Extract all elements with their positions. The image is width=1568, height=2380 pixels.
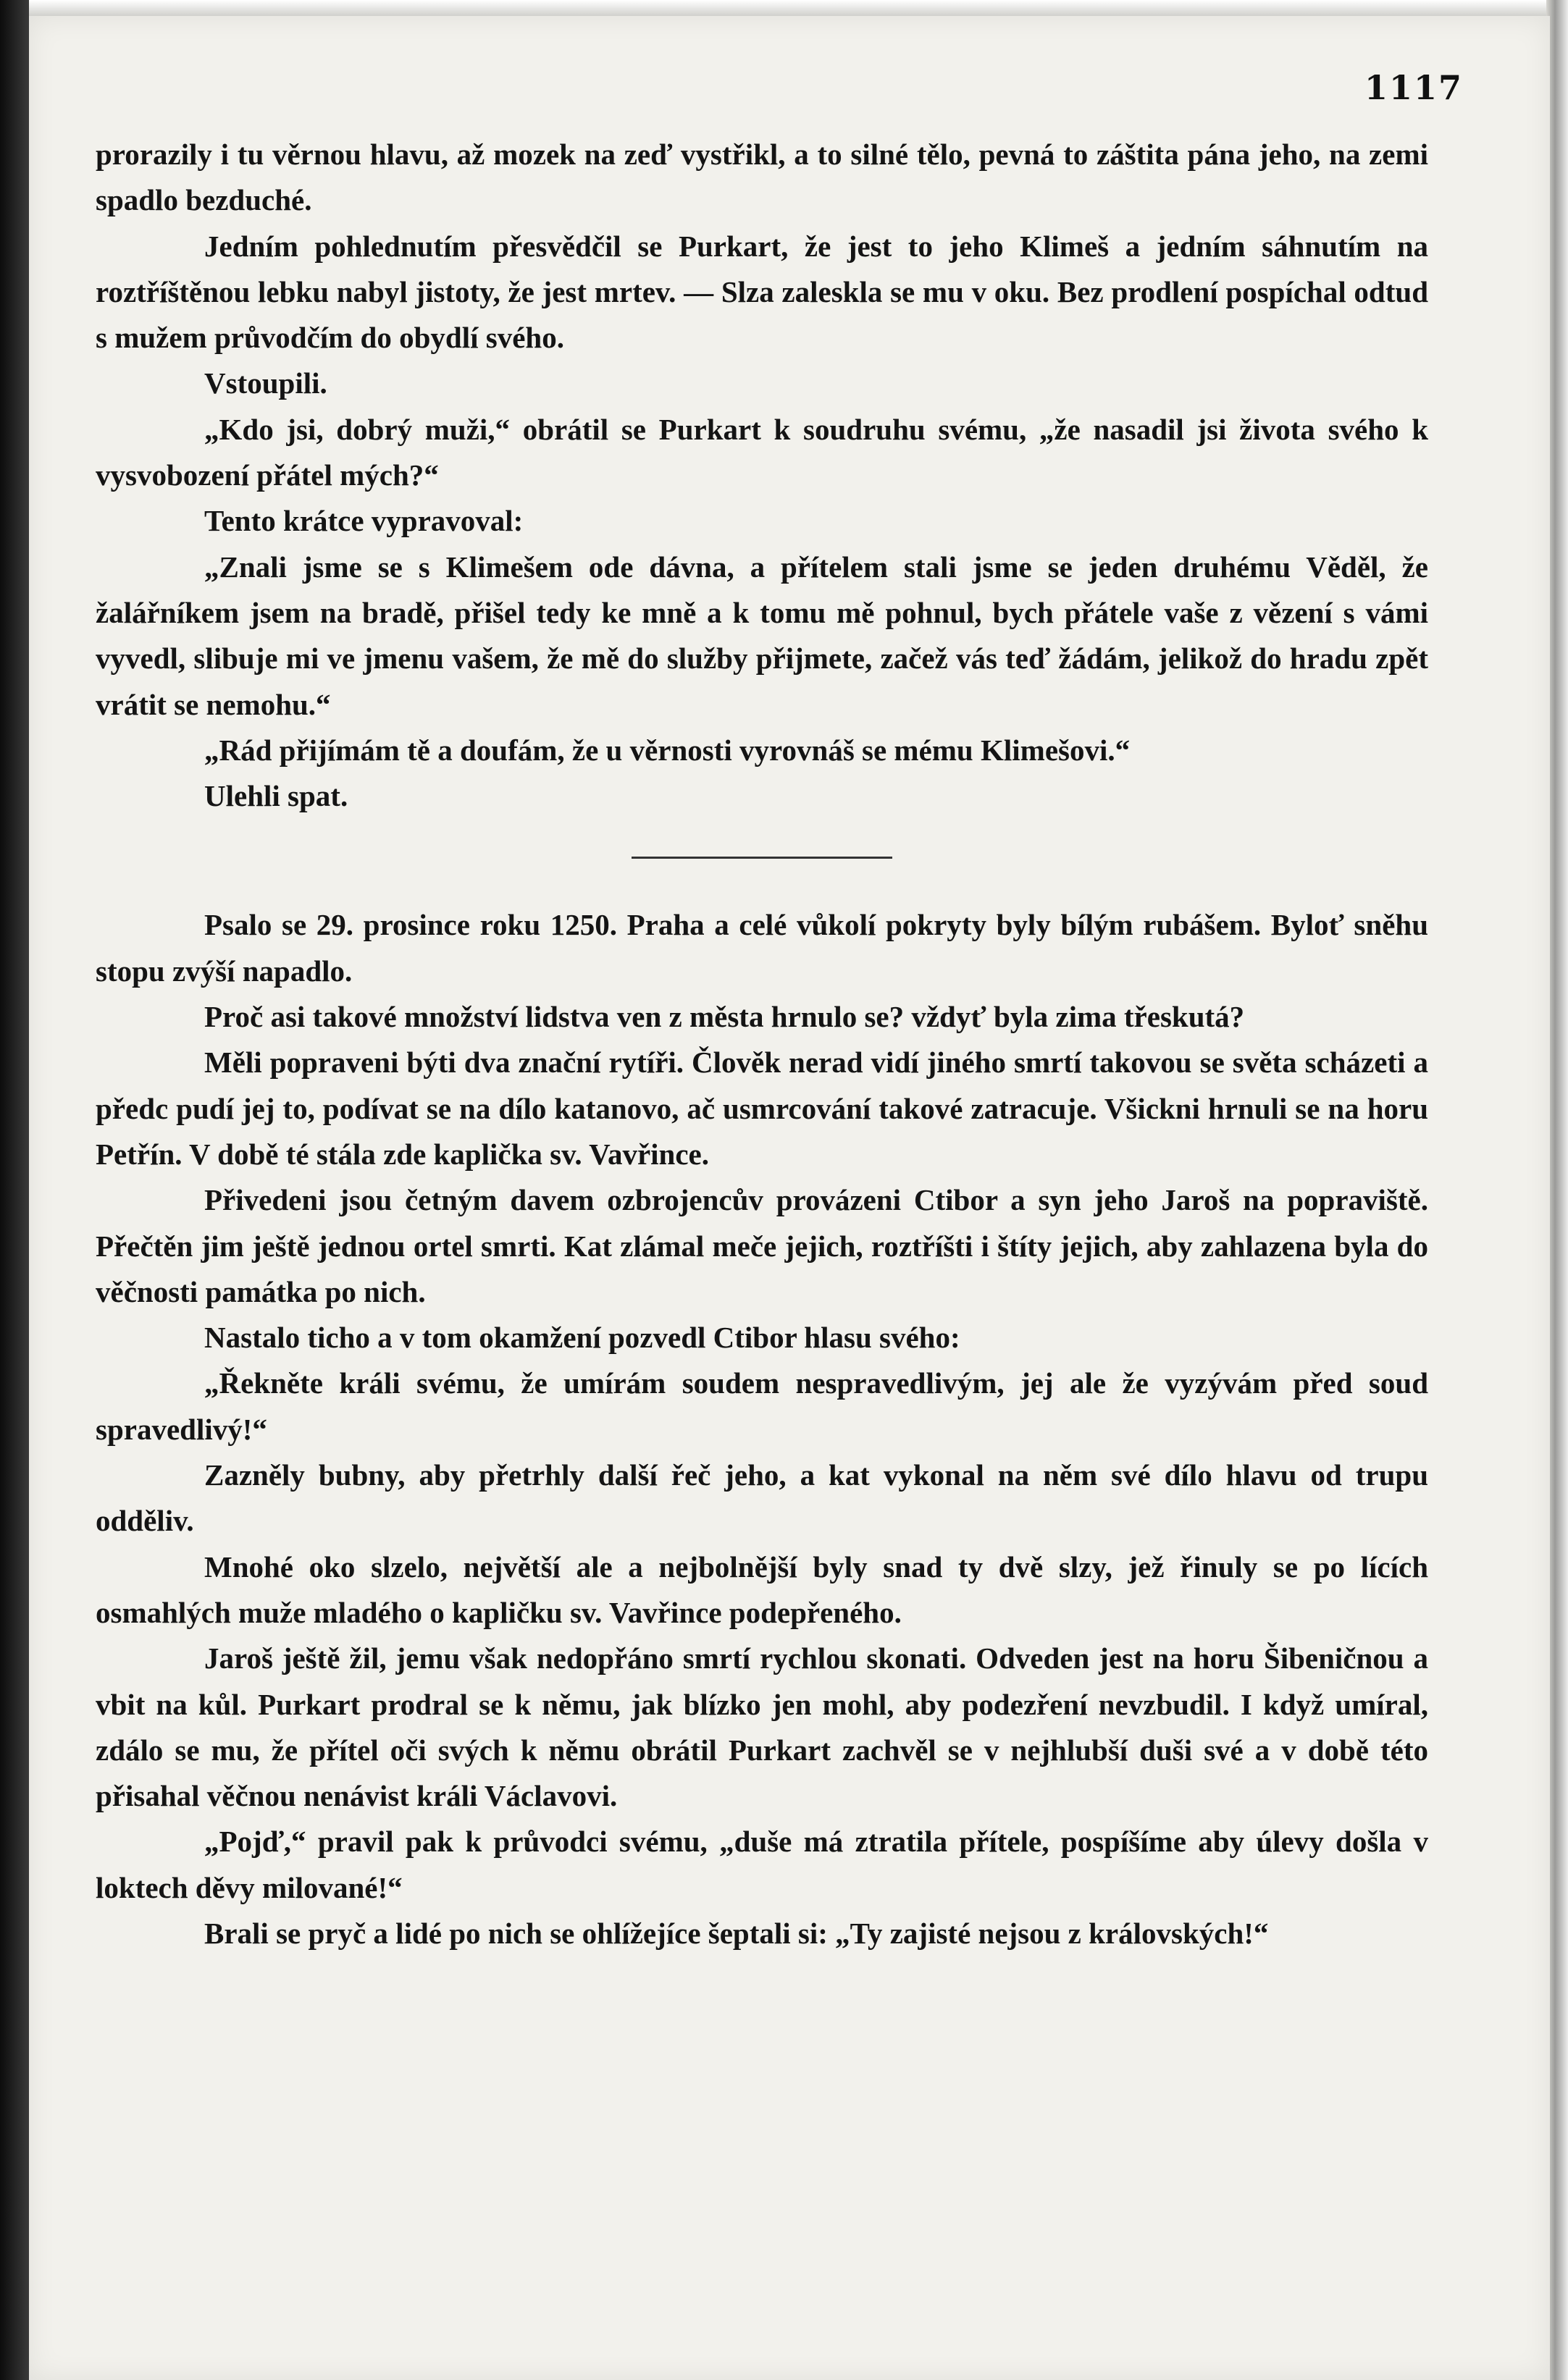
paragraph: Tento krátce vypravoval: xyxy=(204,504,524,538)
paragraph: Brali se pryč a lidé po nich se ohlížejíce šeptali si: „Ty zajisté nejsou z královských!“ xyxy=(204,1916,1269,1950)
paragraph: Proč asi takové množství lidstva ven z města hrnulo se? vždyť byla zima třeskutá? xyxy=(204,1000,1245,1034)
section-divider xyxy=(632,857,892,859)
paragraph: „Řekněte králi svému, že umírám soudem nespravedlivým, jej ale že vyzývám před soud spravedlivý!“ xyxy=(96,1366,1428,1446)
paragraph: Zazněly bubny, aby přetrhly další řeč jeho, a kat vykonal na něm své dílo hlavu od trupu odděliv. xyxy=(96,1458,1428,1538)
paragraph: Ulehli spat. xyxy=(204,779,348,813)
paragraph: „Rád přijímám tě a doufám, že u věrnosti vyrovnáš se mému Klimešovi.“ xyxy=(204,733,1131,767)
paragraph: Psalo se 29. prosince roku 1250. Praha a celé vůkolí pokryty byly bílým rubášem. Byloť sněhu stopu zvýší napadlo. xyxy=(96,908,1428,988)
paragraph: „Kdo jsi, dobrý muži,“ obrátil se Purkart k soudruhu svému, „že nasadil jsi života svého k vysvobození přátel mých?“ xyxy=(96,412,1428,492)
page-number: 1117 xyxy=(1364,68,1463,107)
page-top-edge xyxy=(29,0,1568,16)
book-binding-edge xyxy=(0,0,29,2380)
text-section-top xyxy=(96,132,1428,819)
paragraph: Mnohé oko slzelo, největší ale a nejbolnější byly snad ty dvě slzy, jež řinuly se po lících osmahlých muže mladého o kapličku sv. Vavřince podepřeného. xyxy=(96,1549,1428,1629)
paragraph: Jaroš ještě žil, jemu však nedopřáno smrtí rychlou skonati. Odveden jest na horu Šibeničnou a vbit na kůl. Purkart prodral se k němu, jak blízko jen mohl, aby podezření nevzbudil. I když umíral, zdálo se mu, že přítel oči svých k němu obrátil Purkart zachvěl se v nejhlubší duši své a v době této přisahal věčnou nenávist králi Václavovi. xyxy=(96,1641,1428,1813)
paragraph: prorazily i tu věrnou hlavu, až mozek na zeď vystřikl, a to silné tělo, pevná to záštita pána jeho, na zemi spadlo bezduché. xyxy=(96,138,1428,217)
paragraph: „Znali jsme se s Klimešem ode dávna, a přítelem stali jsme se jeden druhému Věděl, že žalářníkem jsem na bradě, přišel tedy ke mně a k tomu mě pohnul, bych přátele vaše z vězení s vámi vyvedl, slibuje mi ve jmenu vašem, že mě do služby přijmete, začež vás teď žádám, jelikož do hradu zpět vrátit se nemohu.“ xyxy=(96,550,1428,721)
page-text xyxy=(96,132,1428,1956)
paragraph: Jedním pohlednutím přesvědčil se Purkart, že jest to jeho Klimeš a jedním sáhnutím na roztříštěnou lebku nabyl jistoty, že jest mrtev. — Slza zaleskla se mu v oku. Bez prodlení pospíchal odtud s mužem průvodčím do obydlí svého. xyxy=(96,229,1428,355)
paragraph: Přivedeni jsou četným davem ozbrojencův provázeni Ctibor a syn jeho Jaroš na popraviště. Přečtěn jim ještě jednou ortel smrti. Kat zlámal meče jejich, roztříšti i štíty jejich, aby zahlazena byla do věčnosti památka po nich. xyxy=(96,1183,1428,1308)
book-page xyxy=(29,16,1550,2380)
paragraph: Vstoupili. xyxy=(204,366,327,400)
paragraph: „Pojď,“ pravil pak k průvodci svému, „duše má ztratila přítele, pospíšíme aby úlevy došla v loktech děvy milované!“ xyxy=(96,1825,1428,1904)
paragraph: Měli popraveni býti dva znační rytíři. Člověk nerad vidí jiného smrtí takovou se světa scházeti a předc pudí jej to, podívat se na dílo katanovo, ač usmrcování takové zatracuje. Všickni hrnuli se na horu Petřín. V době té stála zde kaplička sv. Vavřince. xyxy=(96,1046,1428,1171)
text-section-bottom xyxy=(96,902,1428,1956)
paragraph: Nastalo ticho a v tom okamžení pozvedl Ctibor hlasu svého: xyxy=(204,1321,960,1355)
